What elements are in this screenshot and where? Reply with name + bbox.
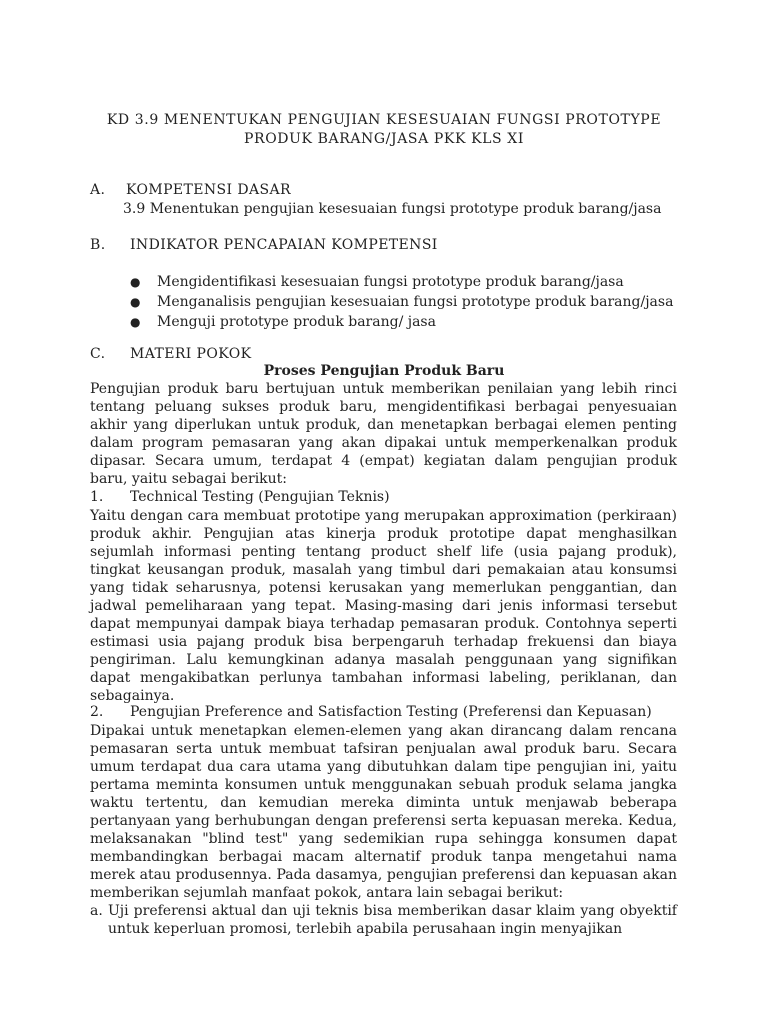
subheading: Proses Pengujian Produk Baru	[263, 363, 505, 379]
sub-item-a-text: Uji preferensi aktual dan uji teknis bisa memberikan dasar klaim yang obyektif untuk keperluan promosi, terlebih apabila perusahaan ingin menyajikan	[108, 903, 677, 937]
bullet-icon: ●	[130, 275, 141, 289]
bullet-icon: ●	[130, 295, 141, 309]
item-2-number: 2.	[90, 704, 104, 720]
bullet-text: Menganalisis pengujian kesesuaian fungsi prototype produk barang/jasa	[157, 294, 674, 310]
item-1-title: Technical Testing (Pengujian Teknis)	[130, 489, 390, 505]
section-c-heading	[90, 346, 251, 362]
section-a-heading	[90, 182, 291, 198]
document-title	[0, 111, 768, 149]
section-c-number: C.	[90, 346, 106, 362]
item-1-heading	[90, 489, 390, 505]
item-2-heading	[90, 704, 652, 720]
title-line-1: KD 3.9 MENENTUKAN PENGUJIAN KESESUAIAN FUNGSI PROTOTYPE	[106, 112, 662, 128]
section-a-number: A.	[90, 182, 106, 198]
section-a-title: KOMPETENSI DASAR	[126, 182, 291, 198]
intro-paragraph: Pengujian produk baru bertujuan untuk memberikan penilaian yang lebih rinci tentang peluang sukses produk baru, mengidentifikasi berbagai penyesuaian akhir yang diperlukan untuk produk, dan menetapkan berbagai elemen penting dalam program pemasaran yang akan dipakai untuk memperkenalkan produk dipasar. Secara umum, terdapat 4 (empat) kegiatan dalam pengujian produk baru, yaitu sebagai berikut:	[90, 381, 677, 487]
section-b-heading	[90, 237, 438, 253]
section-c-title: MATERI POKOK	[130, 346, 252, 362]
indicator-list	[130, 272, 673, 332]
item-1-number: 1.	[90, 489, 104, 505]
section-a-item: 3.9 Menentukan pengujian kesesuaian fungsi prototype produk barang/jasa	[123, 201, 662, 217]
section-b-title: INDIKATOR PENCAPAIAN KOMPETENSI	[130, 237, 438, 253]
item-2-body: Dipakai untuk menetapkan elemen-elemen yang akan dirancang dalam rencana pemasaran serta untuk membuat tafsiran penjualan awal produk baru. Secara umum terdapat dua cara utama yang dibutuhkan dalam tipe pengujian ini, yaitu pertama meminta konsumen untuk menggunakan sebuah produk selama jangka waktu tertentu, dan kemudian mereka diminta untuk menjawab beberapa pertanyaan yang berhubungan dengan preferensi serta kepuasan mereka. Kedua, melaksanakan "blind test" yang sedemikian rupa sehingga konsumen dapat membandingkan berbagai macam alternatif produk tanpa mengetahui nama merek atau produsennya. Pada dasamya, pengujian preferensi dan kepuasan akan memberikan sejumlah manfaat pokok, antara lain sebagai berikut:	[90, 723, 677, 901]
title-line-2: PRODUK BARANG/JASA PKK KLS XI	[244, 131, 524, 147]
bullet-text: Menguji prototype produk barang/ jasa	[157, 314, 436, 330]
list-item	[130, 272, 673, 292]
sub-item-a-label: a.	[90, 903, 103, 919]
bullet-icon: ●	[130, 315, 141, 329]
section-b-number: B.	[90, 237, 106, 253]
list-item	[130, 292, 673, 312]
sub-item-a	[90, 902, 677, 938]
item-1-body: Yaitu dengan cara membuat prototipe yang merupakan approximation (perkiraan) produk akhir. Pengujian atas kinerja produk prototipe dapat menghasilkan sejumlah informasi penting tentang product shelf life (usia pajang produk), tingkat keusangan produk, masalah yang timbul dari pemakaian atau konsumsi yang tidak seharusnya, potensi kerusakan yang memerlukan penggantian, dan jadwal pemeliharaan yang tepat. Masing-masing dari jenis informasi tersebut dapat mempunyai dampak biaya terhadap pemasaran produk. Contohnya seperti estimasi usia pajang produk bisa berpengaruh terhadap frekuensi dan biaya pengiriman. Lalu kemungkinan adanya masalah penggunaan yang signifikan dapat mengakibatkan perlunya tambahan informasi labeling, periklanan, dan sebagainya.	[90, 508, 677, 704]
item-2-title: Pengujian Preference and Satisfaction Testing (Preferensi dan Kepuasan)	[130, 704, 652, 720]
list-item	[130, 312, 673, 332]
bullet-text: Mengidentifikasi kesesuaian fungsi prototype produk barang/jasa	[157, 274, 624, 290]
